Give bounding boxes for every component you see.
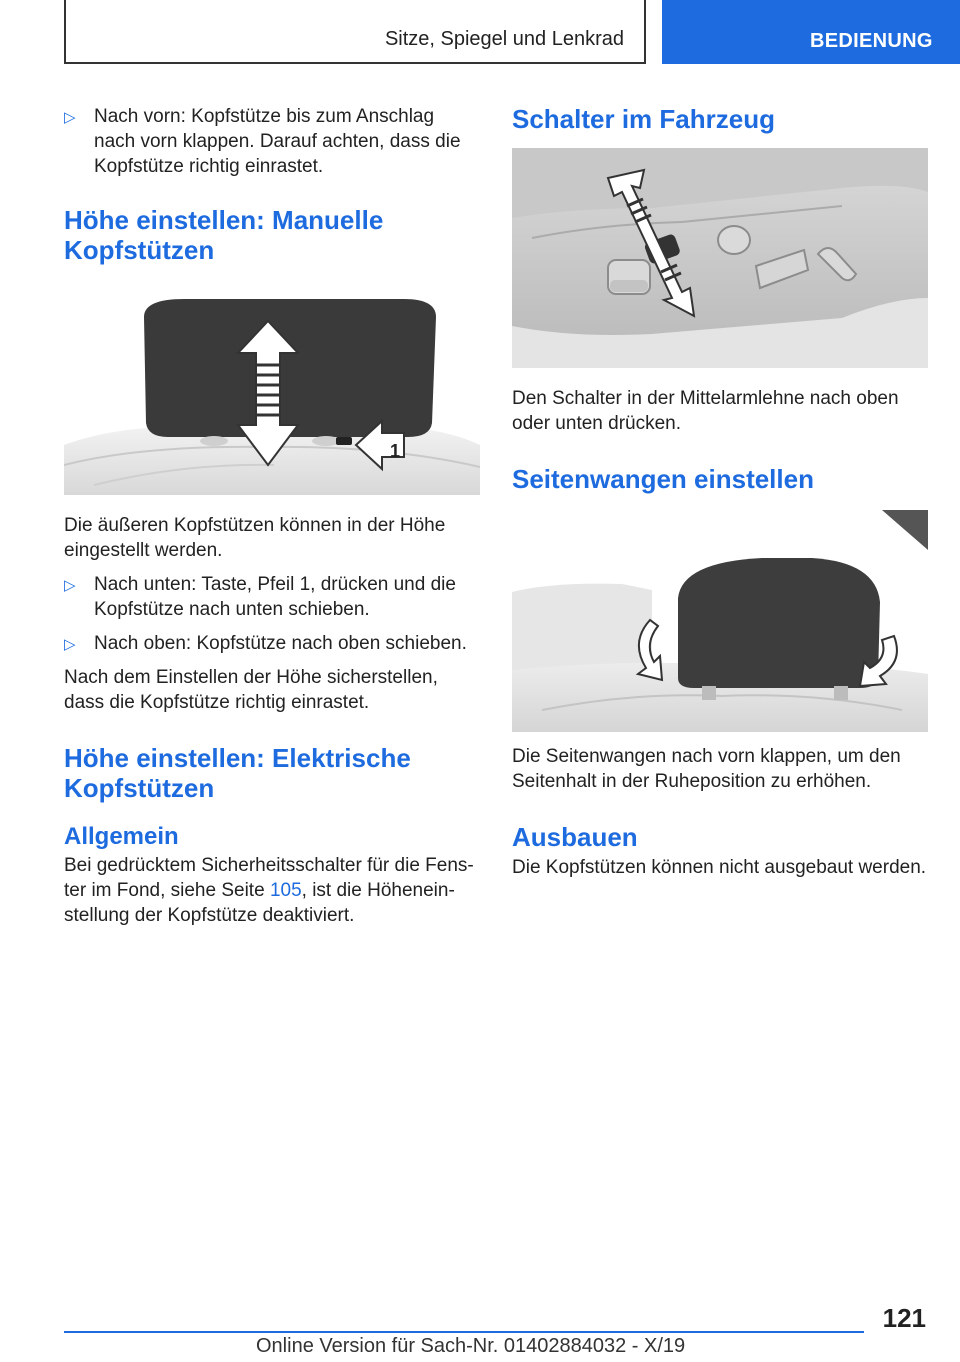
seat-switch-illustration <box>512 148 928 368</box>
section-title: Sitze, Spiegel und Lenkrad <box>384 28 624 50</box>
triangle-bullet-icon: ▷ <box>64 109 76 126</box>
subheading-general: Allgemein <box>64 823 179 850</box>
right-column <box>512 104 928 880</box>
left-column <box>64 104 480 928</box>
chapter-tab: BEDIENUNG <box>662 0 960 64</box>
bullet-front: ▷ Nach vorn: Kopfstütze bis zum Anschlag nach vorn klappen. Darauf achten, dass die Kopfstütze richtig einrastet. <box>64 106 461 177</box>
bullet-down: ▷ Nach unten: Taste, Pfeil 1, drücken und die Kopfstütze nach unten schieben. <box>64 574 456 620</box>
para-outer-headrests: Die äußeren Kopfstützen können in der Höhe eingestellt werden. <box>64 515 446 561</box>
heading-manual: Höhe einstellen: Manuelle Kopfstützen <box>64 205 384 265</box>
footer-online-version: Online Version für Sach-Nr. 01402884032 - X/19 <box>256 1335 686 1357</box>
para-remove: Die Kopfstützen können nicht ausgebaut werden. <box>512 857 927 878</box>
page-number: 121 <box>882 1303 926 1333</box>
para-general: Bei gedrücktem Sicherheitsschalter für die Fenster im Fond, siehe Seite 105, ist die Höheneinstellung der Kopfstütze deaktiviert. <box>64 855 474 926</box>
triangle-bullet-icon: ▷ <box>64 577 76 594</box>
heading-switch: Schalter im Fahrzeug <box>512 104 775 134</box>
para-after-adjust: Nach dem Einstellen der Höhe sicherstellen, dass die Kopfstütze richtig einrastet. <box>64 667 438 713</box>
callout-number: 1 <box>390 441 401 461</box>
headrest-manual-illustration <box>64 295 480 495</box>
bullet-up: ▷ Nach oben: Kopfstütze nach oben schieben. <box>64 631 480 656</box>
footer-divider <box>64 1331 864 1333</box>
para-switch: Den Schalter in der Mittelarmlehne nach oben oder unten drücken. <box>512 388 899 434</box>
heading-wings: Seitenwangen einstellen <box>512 464 814 494</box>
heading-remove: Ausbauen <box>512 822 638 852</box>
heading-electric: Höhe einstellen: Elektrische Kopfstützen <box>64 743 411 803</box>
triangle-bullet-icon: ▷ <box>64 636 76 653</box>
side-wings-illustration <box>512 510 928 732</box>
para-wings: Die Seitenwangen nach vorn klappen, um den Seitenhalt in der Ruheposition zu erhöhen. <box>512 746 901 792</box>
page-link-105[interactable]: 105 <box>269 880 302 901</box>
